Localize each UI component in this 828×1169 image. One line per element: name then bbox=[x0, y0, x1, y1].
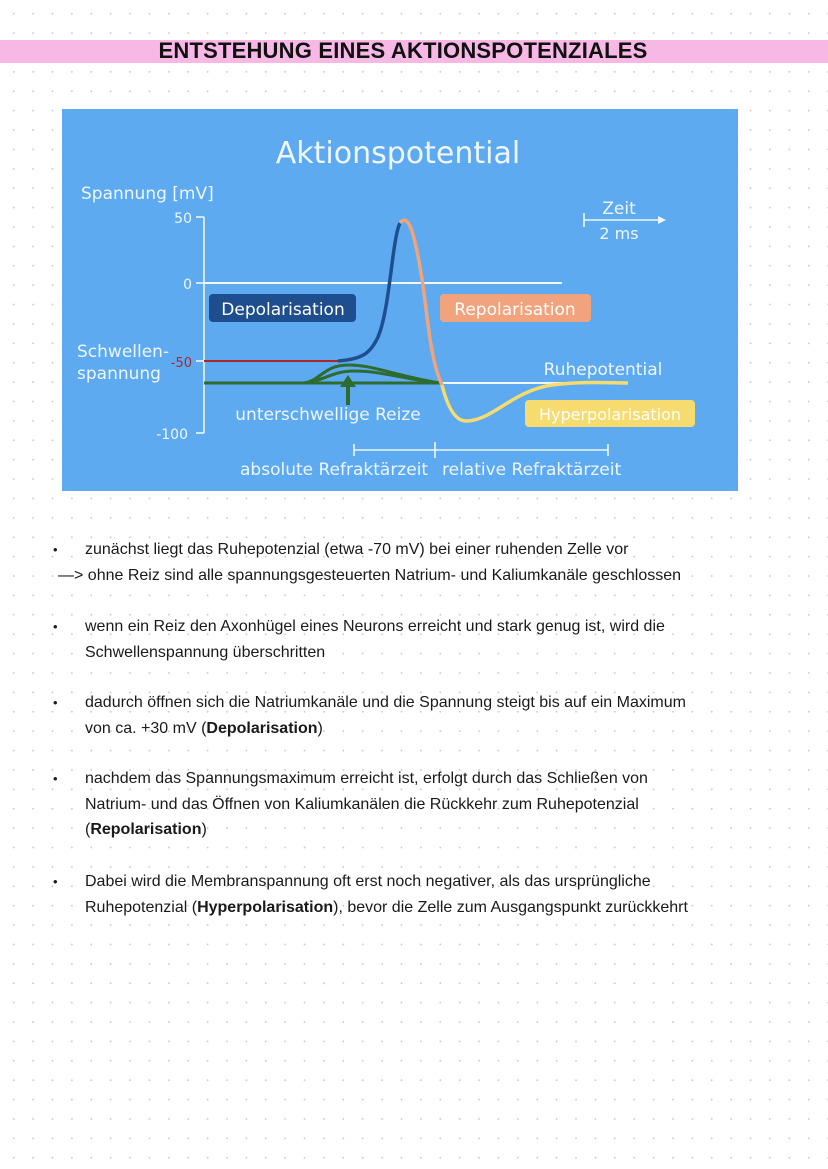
bullet-text: zunächst liegt das Ruhepotenzial (etwa -70 mV) bei einer ruhenden Zelle vor bbox=[85, 541, 629, 558]
depolarisation-label: Depolarisation bbox=[221, 300, 345, 320]
bullet-text: nachdem das Spannungsmaximum erreicht ist, erfolgt durch das Schließen von bbox=[85, 770, 648, 787]
term-hyperpolarisation: Hyperpolarisation bbox=[197, 898, 334, 916]
threshold-label-line1: Schwellen- bbox=[77, 342, 170, 362]
action-potential-figure bbox=[62, 109, 738, 491]
bullet-dot: • bbox=[53, 771, 58, 786]
tick-label-minus-50: -50 bbox=[170, 356, 192, 371]
repolarisation-label: Repolarisation bbox=[454, 300, 576, 320]
bullet-continuation: —> ohne Reiz sind alle spannungsgesteuerten Natrium- und Kaliumkanäle geschlossen bbox=[58, 566, 682, 584]
tick-label-0: 0 bbox=[183, 277, 192, 293]
time-label: Zeit bbox=[602, 199, 636, 219]
tick-label-50: 50 bbox=[174, 211, 192, 227]
page-title: ENTSTEHUNG EINES AKTIONSPOTENZIALES bbox=[158, 38, 648, 63]
bullet-dot: • bbox=[53, 619, 58, 634]
y-axis-label: Spannung [mV] bbox=[81, 184, 214, 204]
relative-refractory-label: relative Refraktärzeit bbox=[442, 460, 622, 480]
term-repolarisation: Repolarisation bbox=[90, 821, 202, 838]
hyperpolarisation-label: Hyperpolarisation bbox=[538, 405, 682, 424]
diagram-title: Aktionspotential bbox=[275, 136, 521, 171]
term-depolarisation: Depolarisation bbox=[206, 719, 318, 737]
bullet-dot: • bbox=[53, 874, 58, 889]
bullet-text-line2: Schwellenspannung überschritten bbox=[85, 643, 326, 661]
bullet-text: wenn ein Reiz den Axonhügel eines Neurons erreicht und stark genug ist, wird die bbox=[85, 618, 665, 635]
bullet-text-line3: (Repolarisation) bbox=[85, 821, 207, 838]
subthreshold-label: unterschwellige Reize bbox=[235, 405, 421, 425]
resting-potential-label: Ruhepotential bbox=[543, 360, 663, 380]
absolute-refractory-label: absolute Refraktärzeit bbox=[240, 460, 429, 480]
tick-label-minus-100: -100 bbox=[156, 427, 188, 443]
bullet-dot: • bbox=[53, 695, 58, 710]
bullet-text-line2: Ruhepotenzial (Hyperpolarisation), bevor die Zelle zum Ausgangspunkt zurückkehrt bbox=[85, 898, 688, 916]
bullet-text-line2: von ca. +30 mV (Depolarisation) bbox=[85, 719, 323, 737]
bullet-text: dadurch öffnen sich die Natriumkanäle und die Spannung steigt bis auf ein Maximum bbox=[85, 694, 686, 711]
bullet-dot: • bbox=[53, 542, 58, 557]
bullet-text-line2: Natrium- und das Öffnen von Kaliumkanälen die Rückkehr zum Ruhepotenzial bbox=[85, 795, 639, 813]
bullet-text: Dabei wird die Membranspannung oft erst noch negativer, als das ursprüngliche bbox=[85, 873, 651, 890]
threshold-label-line2: spannung bbox=[77, 364, 161, 384]
time-scale-value: 2 ms bbox=[599, 224, 639, 243]
